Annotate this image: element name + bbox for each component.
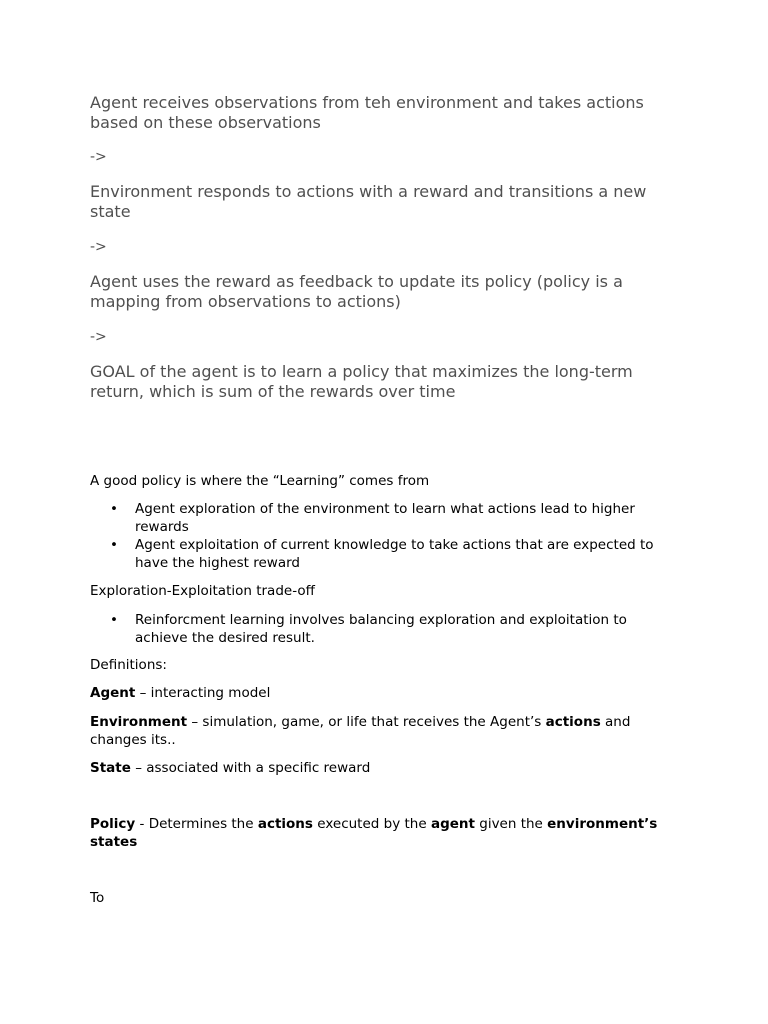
bullet-icon: • — [110, 612, 118, 628]
flow-step-goal: GOAL of the agent is to learn a policy that maximizes the long-term return, which is sum of the rewards over time — [90, 362, 633, 401]
term-agent: Agent — [90, 685, 136, 701]
term-environment: Environment — [90, 714, 188, 730]
flow-step-environment: Environment responds to actions with a reward and transitions a new state — [90, 182, 647, 221]
list-item-text: Reinforcment learning involves balancing exploration and exploitation to achieve the desired result. — [135, 612, 627, 646]
bullet-icon: • — [110, 501, 118, 517]
definition-text: – simulation, game, or life that receives the Agent’s — [187, 714, 546, 730]
flow-arrow: -> — [90, 329, 107, 345]
definitions-heading: Definitions: — [90, 657, 167, 673]
definition-state — [90, 759, 680, 777]
flow-step-observations: Agent receives observations from teh environment and takes actions based on these observations — [90, 93, 644, 132]
bold-environment-states: environment’s states — [90, 816, 658, 850]
definition-text: and changes its.. — [90, 714, 631, 748]
definition-text: executed by the — [312, 816, 431, 832]
flow-step-policy-update: Agent uses the reward as feedback to update its policy (policy is a mapping from observations to actions) — [90, 272, 623, 311]
tradeoff-heading: Exploration-Exploitation trade-off — [90, 583, 315, 599]
definition-environment — [90, 713, 680, 749]
list-item — [110, 611, 680, 647]
definition-text: – associated with a specific reward — [130, 760, 371, 776]
list-item — [110, 536, 680, 572]
bold-actions: actions — [257, 816, 313, 832]
list-item-text: Agent exploitation of current knowledge to take actions that are expected to have the highest reward — [135, 537, 654, 571]
list-item-text: Agent exploration of the environment to learn what actions lead to higher rewards — [135, 501, 635, 535]
trailing-text: To — [90, 890, 105, 906]
term-state: State — [90, 760, 131, 776]
definition-text: – interacting model — [135, 685, 271, 701]
good-policy-heading: A good policy is where the “Learning” comes from — [90, 473, 430, 489]
definition-text: given the — [474, 816, 548, 832]
flow-arrow: -> — [90, 239, 107, 255]
flow-arrow: -> — [90, 149, 107, 165]
bold-agent: agent — [430, 816, 475, 832]
bold-actions: actions — [545, 714, 601, 730]
definition-text: - Determines the — [135, 816, 258, 832]
bullet-icon: • — [110, 537, 118, 553]
term-policy: Policy — [90, 816, 136, 832]
definition-agent — [90, 684, 680, 702]
definition-policy — [90, 815, 680, 851]
list-item — [110, 500, 680, 536]
